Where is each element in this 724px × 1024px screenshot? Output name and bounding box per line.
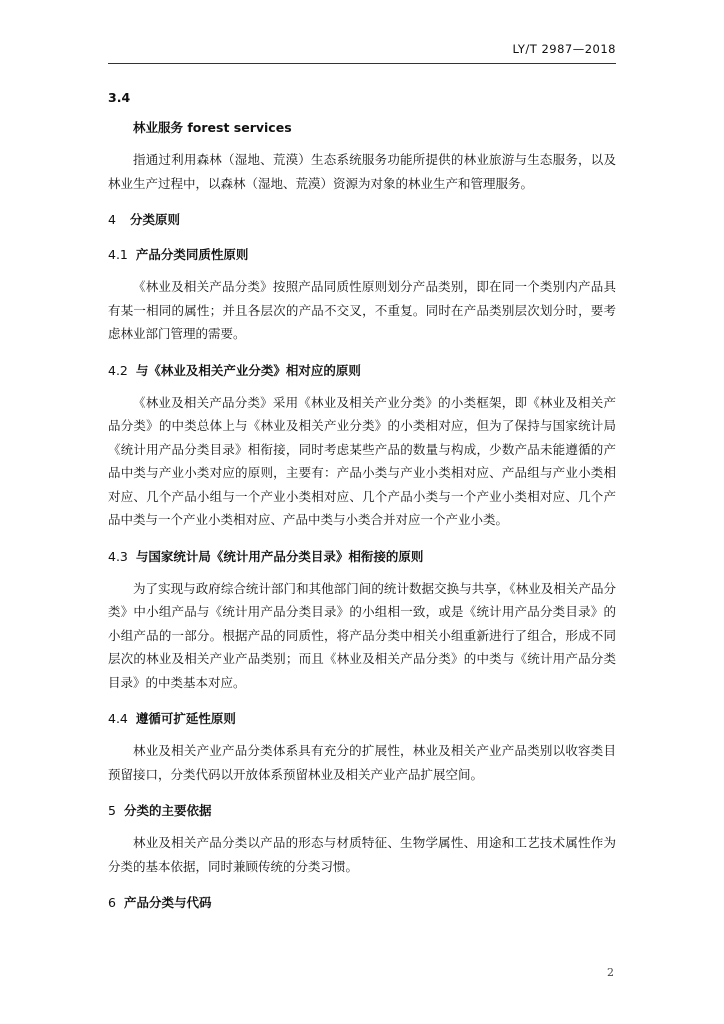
section-heading-4 <box>108 210 616 230</box>
definition-paragraph: 指通过利用森林（湿地、荒漠）生态系统服务功能所提供的林业旅游与生态服务，以及林业生产过程中，以森林（湿地、荒漠）资源为对象的林业生产和管理服务。 <box>108 152 616 191</box>
standard-code: LY/T 2987—2018 <box>512 42 616 56</box>
paragraph-5: 林业及相关产品分类以产品的形态与材质特征、生物学属性、用途和工艺技术属性作为分类的基本依据，同时兼顾传统的分类习惯。 <box>108 835 616 874</box>
section-number: 4.4 <box>108 711 128 726</box>
section-title: 遵循可扩延性原则 <box>135 711 236 726</box>
term-forest-services: 林业服务 forest services <box>133 120 292 135</box>
section-number: 6 <box>108 895 116 910</box>
section-heading-4-2 <box>108 361 616 381</box>
section-heading-4-4 <box>108 709 616 729</box>
paragraph-4-3: 为了实现与政府综合统计部门和其他部门间的统计数据交换与共享，《林业及相关产品分类》中小组产品与《统计用产品分类目录》的小组相一致，或是《统计用产品分类目录》的小组产品的一部分。根据产品的同质性，将产品分类中相关小组重新进行了组合，形成不同层次的林业及相关产业产品类别；而且《林业及相关产品分类》的中类与《统计用产品分类目录》的中类基本对应。 <box>108 580 616 690</box>
header-rule <box>108 63 616 64</box>
section-heading-5 <box>108 801 616 821</box>
paragraph-4-1: 《林业及相关产品分类》按照产品同质性原则划分产品类别，即在同一个类别内产品具有某一相同的属性；并且各层次的产品不交叉，不重复。同时在产品类别层次划分时，要考虑林业部门管理的需要。 <box>108 279 616 341</box>
section-title: 产品分类与代码 <box>123 895 212 910</box>
section-number: 4 <box>108 212 116 227</box>
section-title: 与《林业及相关产业分类》相对应的原则 <box>135 362 361 378</box>
clause-number-3-4: 3.4 <box>108 90 131 105</box>
section-heading-4-1 <box>108 245 616 265</box>
document-body <box>108 88 616 913</box>
section-number: 4.3 <box>108 548 128 564</box>
section-title: 分类原则 <box>129 212 180 227</box>
section-number: 5 <box>108 803 116 818</box>
section-title: 分类的主要依据 <box>123 803 212 818</box>
section-heading-6 <box>108 893 616 913</box>
section-heading-4-3 <box>108 547 616 567</box>
paragraph-4-4: 林业及相关产业产品分类体系具有充分的扩展性，林业及相关产业产品类别以收容类目预留接口，分类代码以开放体系预留林业及相关产业产品扩展空间。 <box>108 743 616 782</box>
section-number: 4.1 <box>108 247 128 262</box>
section-title: 与国家统计局《统计用产品分类目录》相衔接的原则 <box>135 548 424 564</box>
page-number: 2 <box>607 966 614 979</box>
section-number: 4.2 <box>108 362 128 378</box>
paragraph-4-2: 《林业及相关产品分类》采用《林业及相关产业分类》的小类框架，即《林业及相关产品分类》的中类总体上与《林业及相关产业分类》的小类相对应，但为了保持与国家统计局《统计用产品分类目录》相衔接，同时考虑某些产品的数量与构成，少数产品未能遵循的产品中类与产业小类对应的原则，主要有：产品小类与产业小类相对应、产品组与产业小类相对应、几个产品小组与一个产业小类相对应、几个产品小类与一个产业小类相对应、几个产品中类与一个产业小类相对应、产品中类与小类合并对应一个产业小类。 <box>108 394 616 527</box>
section-title: 产品分类同质性原则 <box>135 247 249 262</box>
